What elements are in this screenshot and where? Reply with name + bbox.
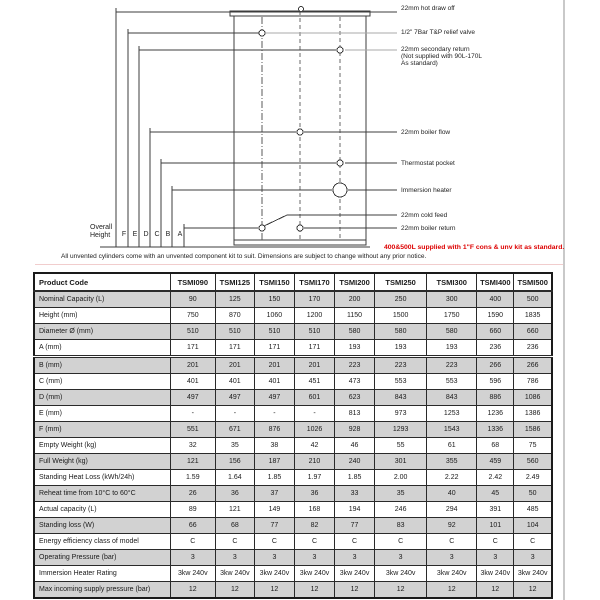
cell-value: 3kw 240v bbox=[375, 566, 427, 582]
cell-value: 45 bbox=[477, 486, 514, 502]
cell-value: 201 bbox=[254, 357, 294, 374]
cell-value: 580 bbox=[335, 324, 375, 340]
cell-value: 104 bbox=[514, 518, 552, 534]
cell-value: 1.85 bbox=[254, 470, 294, 486]
cell-value: 3 bbox=[375, 550, 427, 566]
table-header-row bbox=[34, 273, 552, 291]
cell-value: 876 bbox=[254, 422, 294, 438]
cell-value: 553 bbox=[375, 374, 427, 390]
row-label: D (mm) bbox=[34, 390, 170, 406]
cell-value: 149 bbox=[254, 502, 294, 518]
row-label: Height (mm) bbox=[34, 308, 170, 324]
cell-value: 3 bbox=[335, 550, 375, 566]
cell-value: C bbox=[170, 534, 215, 550]
cell-value: 601 bbox=[294, 390, 334, 406]
cell-value: 37 bbox=[254, 486, 294, 502]
cell-value: C bbox=[477, 534, 514, 550]
row-label: Full Weight (kg) bbox=[34, 454, 170, 470]
cell-value: 596 bbox=[477, 374, 514, 390]
table-row bbox=[34, 438, 552, 454]
cell-value: 3 bbox=[427, 550, 477, 566]
cell-value: 68 bbox=[215, 518, 254, 534]
cell-value: 33 bbox=[335, 486, 375, 502]
row-label: Diameter Ø (mm) bbox=[34, 324, 170, 340]
cell-value: 928 bbox=[335, 422, 375, 438]
cell-value: 2.00 bbox=[375, 470, 427, 486]
cell-value: 66 bbox=[170, 518, 215, 534]
cell-value: 3 bbox=[514, 550, 552, 566]
cell-value: 223 bbox=[375, 357, 427, 374]
cell-value: 90 bbox=[170, 291, 215, 308]
dim-letter-e: E bbox=[132, 231, 138, 238]
cell-value: 101 bbox=[477, 518, 514, 534]
cell-value: 843 bbox=[375, 390, 427, 406]
row-label: Standing Heat Loss (kWh/24h) bbox=[34, 470, 170, 486]
cell-value: 1.85 bbox=[335, 470, 375, 486]
cell-value: 223 bbox=[427, 357, 477, 374]
cell-value: 451 bbox=[294, 374, 334, 390]
cell-value: C bbox=[375, 534, 427, 550]
cell-value: 75 bbox=[514, 438, 552, 454]
cell-value: 1586 bbox=[514, 422, 552, 438]
cell-value: 473 bbox=[335, 374, 375, 390]
hot-draw-off-port bbox=[299, 7, 304, 12]
table-row bbox=[34, 308, 552, 324]
row-label: C (mm) bbox=[34, 374, 170, 390]
table-row bbox=[34, 340, 552, 357]
cell-value: 553 bbox=[427, 374, 477, 390]
cell-value: 973 bbox=[375, 406, 427, 422]
cell-value: 236 bbox=[477, 340, 514, 357]
cell-value: 1336 bbox=[477, 422, 514, 438]
cell-value: 3kw 240v bbox=[170, 566, 215, 582]
label-boiler-return: 22mm boiler return bbox=[401, 225, 456, 232]
cell-value: 89 bbox=[170, 502, 215, 518]
boiler-flow-port bbox=[297, 129, 303, 135]
cell-value: 1200 bbox=[294, 308, 334, 324]
cell-value: 580 bbox=[427, 324, 477, 340]
cell-value: 401 bbox=[215, 374, 254, 390]
label-cold-feed: 22mm cold feed bbox=[401, 212, 448, 219]
cell-value: 193 bbox=[335, 340, 375, 357]
cell-value: 2.49 bbox=[514, 470, 552, 486]
cell-value: 170 bbox=[294, 291, 334, 308]
table-row bbox=[34, 422, 552, 438]
cell-value: 50 bbox=[514, 486, 552, 502]
cell-value: 12 bbox=[254, 582, 294, 599]
cell-value: - bbox=[294, 406, 334, 422]
cell-value: 12 bbox=[335, 582, 375, 599]
cell-value: 300 bbox=[427, 291, 477, 308]
cell-value: 12 bbox=[215, 582, 254, 599]
cell-value: 750 bbox=[170, 308, 215, 324]
cell-value: 35 bbox=[375, 486, 427, 502]
cell-value: 1150 bbox=[335, 308, 375, 324]
row-label: Immersion Heater Rating bbox=[34, 566, 170, 582]
cell-value: 870 bbox=[215, 308, 254, 324]
cell-value: 3kw 240v bbox=[335, 566, 375, 582]
cell-value: 1026 bbox=[294, 422, 334, 438]
table-row bbox=[34, 534, 552, 550]
header-model-code: TSMI250 bbox=[375, 273, 427, 291]
cell-value: 236 bbox=[514, 340, 552, 357]
cold-feed-port bbox=[259, 225, 265, 231]
cell-value: 223 bbox=[335, 357, 375, 374]
cell-value: 77 bbox=[335, 518, 375, 534]
table-row bbox=[34, 502, 552, 518]
cell-value: 660 bbox=[477, 324, 514, 340]
cell-value: 1590 bbox=[477, 308, 514, 324]
cell-value: 510 bbox=[254, 324, 294, 340]
dim-letter-b: B bbox=[165, 231, 171, 238]
cell-value: 1.64 bbox=[215, 470, 254, 486]
cell-value: 1500 bbox=[375, 308, 427, 324]
cell-value: 68 bbox=[477, 438, 514, 454]
row-label: B (mm) bbox=[34, 357, 170, 374]
cell-value: 1.59 bbox=[170, 470, 215, 486]
cell-value: 12 bbox=[294, 582, 334, 599]
cell-value: - bbox=[254, 406, 294, 422]
cell-value: C bbox=[294, 534, 334, 550]
cell-value: 125 bbox=[215, 291, 254, 308]
cell-value: 26 bbox=[170, 486, 215, 502]
cell-value: 497 bbox=[215, 390, 254, 406]
cell-value: 12 bbox=[375, 582, 427, 599]
cell-value: 150 bbox=[254, 291, 294, 308]
cell-value: 391 bbox=[477, 502, 514, 518]
row-label: E (mm) bbox=[34, 406, 170, 422]
cell-value: 3 bbox=[294, 550, 334, 566]
dim-letter-c: C bbox=[154, 231, 160, 238]
cell-value: 2.42 bbox=[477, 470, 514, 486]
row-label: Standing loss (W) bbox=[34, 518, 170, 534]
cell-value: 1293 bbox=[375, 422, 427, 438]
header-model-code: TSMI200 bbox=[335, 273, 375, 291]
cell-value: 3 bbox=[254, 550, 294, 566]
cell-value: 497 bbox=[254, 390, 294, 406]
header-model-code: TSMI170 bbox=[294, 273, 334, 291]
cell-value: 3kw 240v bbox=[477, 566, 514, 582]
cell-value: 12 bbox=[427, 582, 477, 599]
cell-value: 171 bbox=[294, 340, 334, 357]
cell-value: 92 bbox=[427, 518, 477, 534]
cell-value: 201 bbox=[215, 357, 254, 374]
cell-value: 355 bbox=[427, 454, 477, 470]
cell-value: 82 bbox=[294, 518, 334, 534]
row-label: F (mm) bbox=[34, 422, 170, 438]
row-label: A (mm) bbox=[34, 340, 170, 357]
cell-value: C bbox=[215, 534, 254, 550]
immersion-heater-boss bbox=[333, 183, 347, 197]
cell-value: 3kw 240v bbox=[514, 566, 552, 582]
cell-value: 401 bbox=[170, 374, 215, 390]
cell-value: 1086 bbox=[514, 390, 552, 406]
cell-value: 250 bbox=[375, 291, 427, 308]
header-model-code: TSMI500 bbox=[514, 273, 552, 291]
cell-value: 813 bbox=[335, 406, 375, 422]
cell-value: 843 bbox=[427, 390, 477, 406]
cell-value: 1543 bbox=[427, 422, 477, 438]
red-kit-note: 400&500L supplied with 1"F cons & unv kit as standard. bbox=[384, 244, 565, 251]
cell-value: 42 bbox=[294, 438, 334, 454]
table-row bbox=[34, 582, 552, 599]
cell-value: 1835 bbox=[514, 308, 552, 324]
cell-value: 201 bbox=[170, 357, 215, 374]
cell-value: 46 bbox=[335, 438, 375, 454]
label-hot-draw-off: 22mm hot draw off bbox=[401, 5, 455, 12]
cell-value: 500 bbox=[514, 291, 552, 308]
spec-table bbox=[33, 272, 553, 599]
cell-value: 36 bbox=[294, 486, 334, 502]
cell-value: 55 bbox=[375, 438, 427, 454]
cell-value: 3 bbox=[477, 550, 514, 566]
cell-value: - bbox=[215, 406, 254, 422]
cell-value: 1386 bbox=[514, 406, 552, 422]
label-immersion-heater: Immersion heater bbox=[401, 187, 452, 194]
table-row bbox=[34, 550, 552, 566]
tp-relief-valve-port bbox=[259, 30, 265, 36]
cell-value: 12 bbox=[477, 582, 514, 599]
cell-value: 194 bbox=[335, 502, 375, 518]
cell-value: - bbox=[170, 406, 215, 422]
cell-value: C bbox=[254, 534, 294, 550]
cell-value: 3 bbox=[215, 550, 254, 566]
cell-value: 35 bbox=[215, 438, 254, 454]
table-row bbox=[34, 406, 552, 422]
cell-value: 1236 bbox=[477, 406, 514, 422]
cell-value: 786 bbox=[514, 374, 552, 390]
cell-value: 121 bbox=[215, 502, 254, 518]
cell-value: 510 bbox=[215, 324, 254, 340]
secondary-return-port bbox=[337, 47, 343, 53]
table-row bbox=[34, 566, 552, 582]
cell-value: 623 bbox=[335, 390, 375, 406]
cell-value: 1060 bbox=[254, 308, 294, 324]
table-row bbox=[34, 357, 552, 374]
dim-letter-d: D bbox=[143, 231, 149, 238]
cell-value: 171 bbox=[254, 340, 294, 357]
cell-value: C bbox=[514, 534, 552, 550]
cell-value: 266 bbox=[514, 357, 552, 374]
header-product-code: Product Code bbox=[34, 273, 170, 291]
cell-value: 201 bbox=[294, 357, 334, 374]
cell-value: 121 bbox=[170, 454, 215, 470]
cell-value: 32 bbox=[170, 438, 215, 454]
thermostat-pocket-port bbox=[337, 160, 343, 166]
cell-value: 560 bbox=[514, 454, 552, 470]
cell-value: 497 bbox=[170, 390, 215, 406]
label-secondary-return: 22mm secondary return bbox=[401, 46, 470, 53]
cell-value: 240 bbox=[335, 454, 375, 470]
label-boiler-flow: 22mm boiler flow bbox=[401, 129, 451, 136]
cell-value: 12 bbox=[514, 582, 552, 599]
table-row bbox=[34, 470, 552, 486]
cell-value: 3kw 240v bbox=[254, 566, 294, 582]
cell-value: 246 bbox=[375, 502, 427, 518]
header-model-code: TSMI090 bbox=[170, 273, 215, 291]
cell-value: 1253 bbox=[427, 406, 477, 422]
cell-value: 77 bbox=[254, 518, 294, 534]
cell-value: 156 bbox=[215, 454, 254, 470]
cell-value: 400 bbox=[477, 291, 514, 308]
cell-value: 3 bbox=[170, 550, 215, 566]
cell-value: 168 bbox=[294, 502, 334, 518]
cylinder-base bbox=[234, 240, 366, 245]
table-row bbox=[34, 486, 552, 502]
header-model-code: TSMI400 bbox=[477, 273, 514, 291]
cell-value: 200 bbox=[335, 291, 375, 308]
cell-value: 3kw 240v bbox=[215, 566, 254, 582]
table-row bbox=[34, 454, 552, 470]
cell-value: 3kw 240v bbox=[427, 566, 477, 582]
row-label: Reheat time from 10°C to 60°C bbox=[34, 486, 170, 502]
cell-value: 3kw 240v bbox=[294, 566, 334, 582]
cell-value: 266 bbox=[477, 357, 514, 374]
cell-value: 12 bbox=[170, 582, 215, 599]
cell-value: 1750 bbox=[427, 308, 477, 324]
cell-value: 61 bbox=[427, 438, 477, 454]
row-label: Empty Weight (kg) bbox=[34, 438, 170, 454]
row-label: Energy efficiency class of model bbox=[34, 534, 170, 550]
cell-value: 40 bbox=[427, 486, 477, 502]
cell-value: 187 bbox=[254, 454, 294, 470]
footnote: All unvented cylinders come with an unvented component kit to suit. Dimensions are subject to change without any prior notice. bbox=[61, 253, 427, 260]
table-row bbox=[34, 291, 552, 308]
cell-value: 1.97 bbox=[294, 470, 334, 486]
cell-value: 294 bbox=[427, 502, 477, 518]
row-label: Operating Pressure (bar) bbox=[34, 550, 170, 566]
cell-value: 210 bbox=[294, 454, 334, 470]
table-row bbox=[34, 374, 552, 390]
header-model-code: TSMI150 bbox=[254, 273, 294, 291]
cell-value: C bbox=[427, 534, 477, 550]
cell-value: 485 bbox=[514, 502, 552, 518]
cell-value: 36 bbox=[215, 486, 254, 502]
cell-value: 459 bbox=[477, 454, 514, 470]
header-model-code: TSMI300 bbox=[427, 273, 477, 291]
row-label: Max incoming supply pressure (bar) bbox=[34, 582, 170, 599]
cell-value: 671 bbox=[215, 422, 254, 438]
cell-value: 193 bbox=[427, 340, 477, 357]
cell-value: 2.22 bbox=[427, 470, 477, 486]
label-thermostat-pocket: Thermostat pocket bbox=[401, 160, 455, 167]
cell-value: 551 bbox=[170, 422, 215, 438]
header-model-code: TSMI125 bbox=[215, 273, 254, 291]
row-label: Actual capacity (L) bbox=[34, 502, 170, 518]
label-secondary-return-note1: (Not supplied with 90L-170L bbox=[401, 53, 482, 60]
spec-table-body bbox=[34, 291, 552, 598]
cell-value: 38 bbox=[254, 438, 294, 454]
cell-value: 83 bbox=[375, 518, 427, 534]
table-row bbox=[34, 518, 552, 534]
spec-table-container bbox=[33, 272, 553, 599]
cell-value: 401 bbox=[254, 374, 294, 390]
cell-value: 193 bbox=[375, 340, 427, 357]
cell-value: 171 bbox=[170, 340, 215, 357]
overall-height-word2: Height bbox=[90, 232, 111, 239]
overall-height-word1: Overall bbox=[90, 224, 113, 231]
cell-value: 510 bbox=[294, 324, 334, 340]
cell-value: C bbox=[335, 534, 375, 550]
dim-letter-a: A bbox=[177, 231, 183, 238]
cell-value: 660 bbox=[514, 324, 552, 340]
label-secondary-return-note2: As standard) bbox=[401, 60, 438, 67]
cell-value: 580 bbox=[375, 324, 427, 340]
cell-value: 171 bbox=[215, 340, 254, 357]
boiler-return-port bbox=[297, 225, 303, 231]
row-label: Nominal Capacity (L) bbox=[34, 291, 170, 308]
cell-value: 510 bbox=[170, 324, 215, 340]
label-tp-relief-valve: 1/2" 7Bar T&P relief valve bbox=[401, 29, 475, 36]
dim-letter-f: F bbox=[121, 231, 127, 238]
cell-value: 301 bbox=[375, 454, 427, 470]
cell-value: 886 bbox=[477, 390, 514, 406]
overall-height-label bbox=[90, 224, 112, 240]
table-row bbox=[34, 390, 552, 406]
table-row bbox=[34, 324, 552, 340]
